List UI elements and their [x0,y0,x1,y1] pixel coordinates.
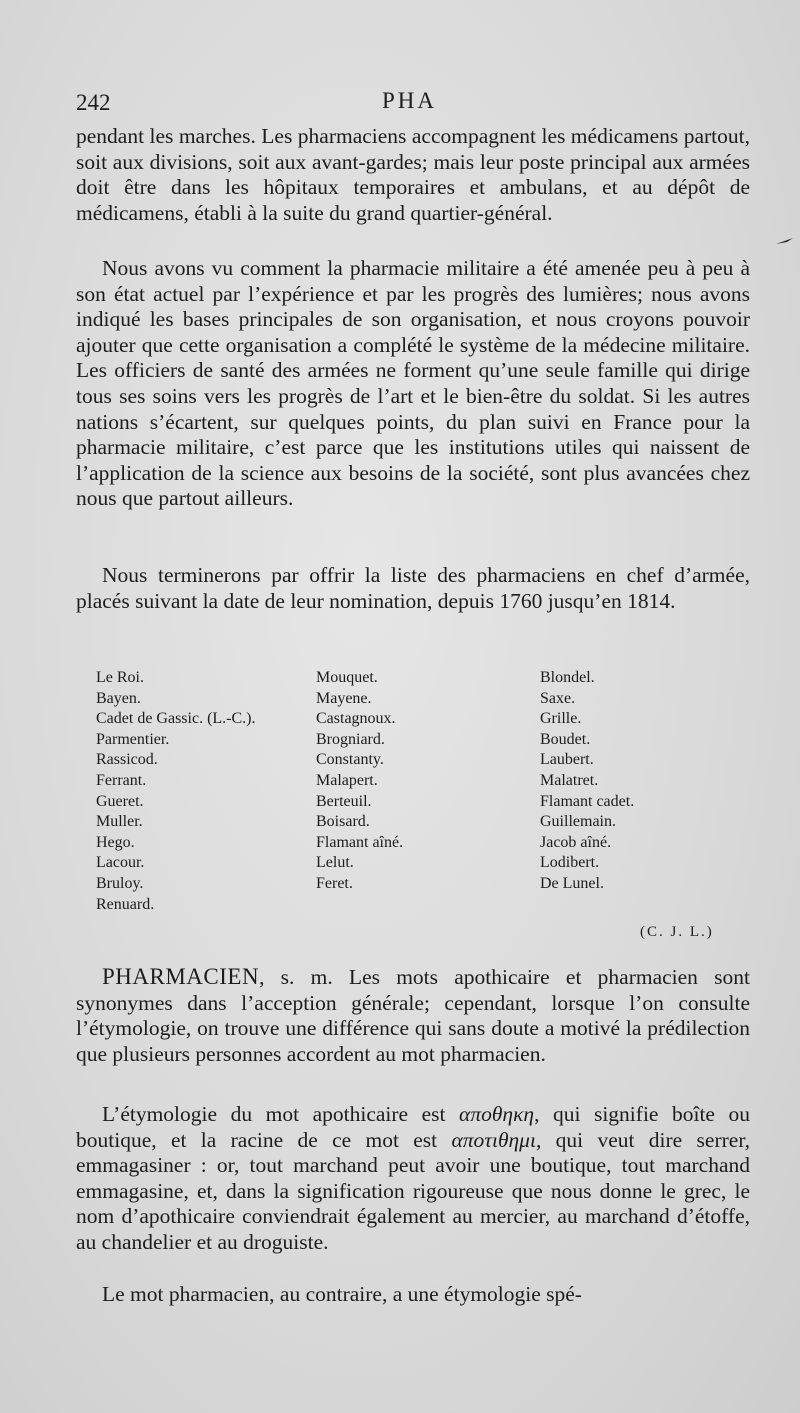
text-run: , qui signifie boîte ou boutique, et la racine de ce mot est [76,1102,751,1152]
name-entry: Le Roi. [96,669,144,686]
name-entry: Mouquet. [316,669,378,686]
page-header [74,86,754,120]
name-entry: Lacour. [96,854,145,872]
name-entry: Feret. [316,874,353,892]
name-entry: Laubert. [540,751,594,769]
text-run: L’étymologie du mot apothicaire est [102,1102,460,1126]
name-entry: Cadet de Gassic. (L.-C.). [96,710,256,728]
name-entry: Ferrant. [96,771,147,789]
text-run: , qui veut dire serrer, emmagasiner : or, tout marchand peut avoir une boutique, tout marchand emmagasine, et, dans la signification rigoureuse que nous donne le grec, le nom d’apothicaire conviendrait également au mercier, au marchand d’étoffe, au chandelier et au droguiste. [76,1127,750,1254]
name-entry: Bayen. [96,689,141,707]
greek-word: αποτιθημι [451,1127,536,1152]
name-entry: Constanty. [316,751,384,769]
entry-pharmacien [76,964,750,1067]
name-entry: Muller. [96,813,143,831]
name-entry: Blondel. [540,669,595,686]
name-entry: Grille. [540,710,582,728]
names-column-1 [96,668,256,915]
name-entry: Bruloy. [96,874,144,892]
name-entry: De Lunel. [540,874,604,892]
name-entry: Berteuil. [316,792,372,810]
name-entry: Castagnoux. [316,710,396,728]
paragraph-last: Le mot pharmacien, au contraire, a une étymologie spé- [102,1282,582,1306]
greek-word: αποθηκη [459,1102,535,1126]
name-entry: Renuard. [96,895,155,913]
name-entry: Gueret. [96,792,144,810]
name-entry: Rassicod. [96,751,158,769]
name-entry: Malatret. [540,771,599,789]
name-entry: Parmentier. [96,730,170,748]
name-entry: Lodibert. [540,854,600,872]
name-entry: Saxe. [540,689,576,707]
name-entry: Lelut. [316,854,354,872]
paragraph-3: Nous terminerons par offrir la liste des pharmaciens en chef d’armée, placés suivant la date de leur nomination, depuis 1760 jusqu’en 1814. [76,563,750,613]
running-head: PHA [382,88,438,113]
names-column-3 [540,668,634,895]
name-entry: Mayene. [316,689,372,707]
name-entry: Guillemain. [540,813,616,831]
name-entry: Brogniard. [316,730,385,748]
names-column-2 [316,668,403,895]
name-entry: Flamant aîné. [316,833,404,851]
entry-text: , s. m. Les mots apothicaire et pharmacien sont synonymes dans l’acception générale; cependant, lorsque l’on consulte l’étymologie, on trouve une différence qui sans doute a motivé la prédilection que plusieurs personnes accordent au mot pharmacien. [76,965,750,1066]
name-entry: Boudet. [540,730,591,748]
name-entry: Hego. [96,833,135,851]
author-signature: (C. J. L.) [640,924,714,940]
entry-headword: PHARMACIEN [102,964,260,989]
paragraph-2: Nous avons vu comment la pharmacie militaire a été amenée peu à peu à son état actuel par l’expérience et par les progrès des lumières; nous avons indiqué les bases principales de son organisation, et nous croyons pouvoir ajouter que cette organisation a complété le système de la médecine militaire. Les officiers de santé des armées ne forment qu’une seule famille qui dirige tous ses soins vers les progrès de l’art et le bien-être du soldat. Si les autres nations s’écartent, sur quelques points, du plan suivi en France pour la pharmacie militaire, c’est parce que les institutions utiles qui naissent de l’application de la science aux besoins de la société, sont plus avancées chez nous que partout ailleurs. [76,256,750,511]
margin-mark [775,236,795,246]
name-entry: Jacob aîné. [540,833,612,851]
name-entry: Boisard. [316,813,370,831]
paragraph-1: pendant les marches. Les pharmaciens accompagnent les médicamens partout, soit aux divisions, soit aux avant-gardes; mais leur poste principal aux armées doit être dans les hôpitaux temporaires et ambulans, et au dépôt de médicamens, établi à la suite du grand quartier-général. [76,124,750,225]
paragraph-etymology [76,1102,750,1256]
name-entry: Malapert. [316,771,378,789]
page-number: 242 [76,90,111,115]
name-entry: Flamant cadet. [540,792,635,810]
